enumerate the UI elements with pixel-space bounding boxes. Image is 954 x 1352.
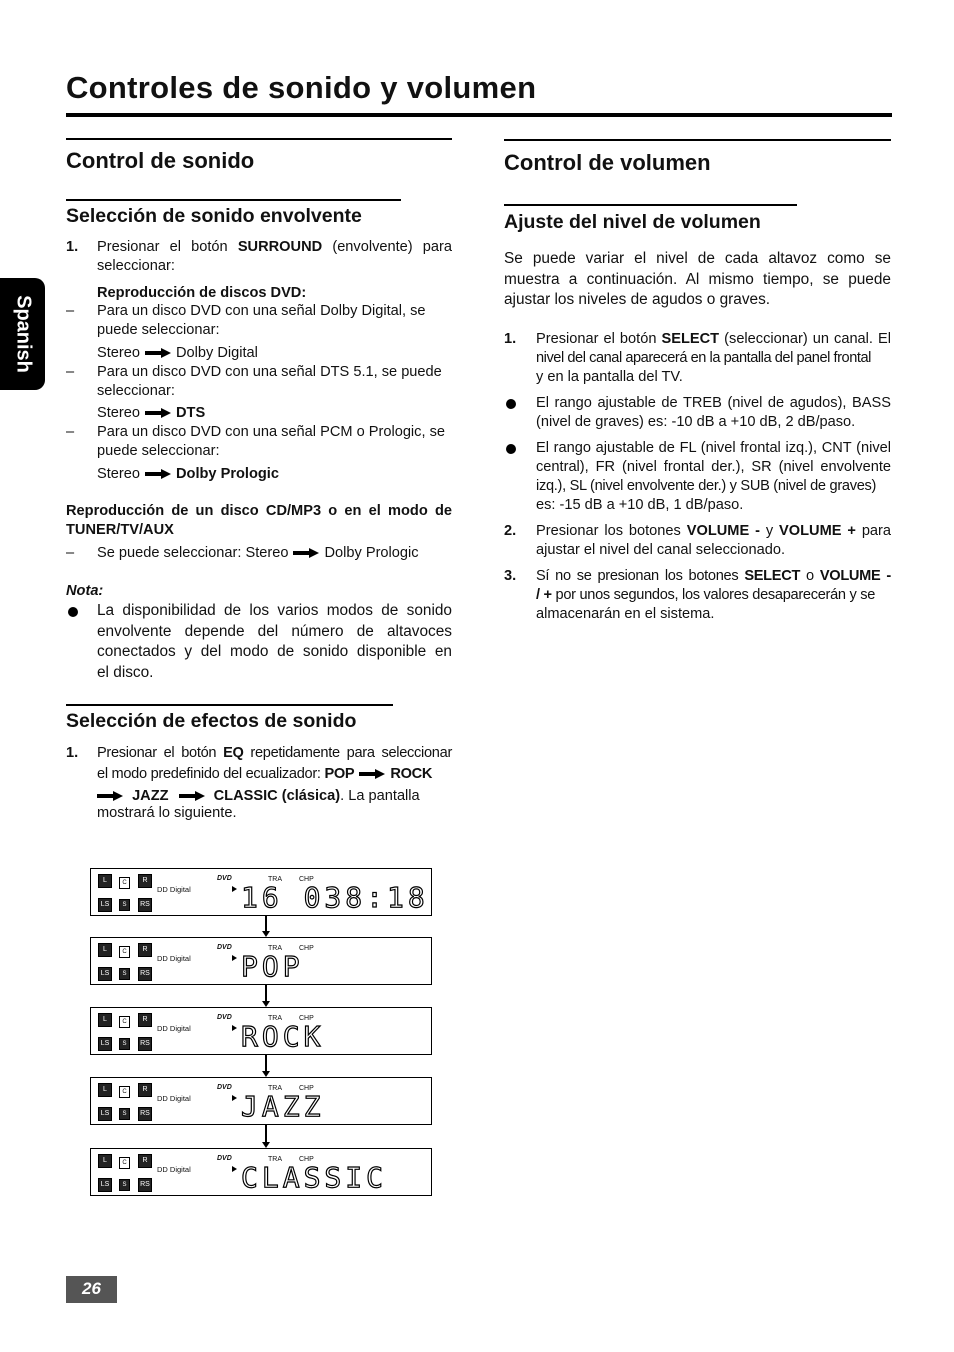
speaker-c-indicator: C — [119, 1086, 130, 1098]
section-rule — [504, 139, 891, 141]
step-text: ajustar el nivel del canal seleccionado. — [536, 542, 786, 558]
text: repetidamente para seleccionar — [250, 745, 453, 761]
list-item-text: puede seleccionar: — [97, 322, 220, 338]
subsection-rule — [66, 704, 393, 706]
dvd-indicator: DVD — [217, 875, 232, 882]
dvd-playback-heading: Reproducción de discos DVD: — [97, 285, 307, 301]
note-text: el disco. — [97, 663, 154, 681]
bullet-icon — [68, 607, 78, 617]
speaker-l-indicator: L — [98, 1154, 112, 1168]
language-tab-label: Spanish — [12, 295, 34, 373]
speaker-s-indicator: S — [119, 1038, 130, 1050]
chapter-indicator: CHP — [299, 1085, 314, 1092]
speaker-l-indicator: L — [98, 874, 112, 888]
mode-sequence — [97, 404, 205, 423]
subsection-heading-volume-level: Ajuste del nivel de volumen — [504, 211, 761, 233]
text: para — [861, 523, 892, 539]
eq-mode-label: ROCK — [390, 766, 433, 782]
step-number: 3. — [504, 568, 517, 584]
text: (envolvente) para — [332, 239, 453, 255]
arrow-right-icon — [179, 791, 205, 801]
step-text: nivel del canal aparecerá en la pantalla del panel frontal — [536, 350, 871, 366]
speaker-ls-indicator: LS — [98, 1037, 112, 1051]
track-indicator: TRA — [268, 1156, 282, 1163]
speaker-l-indicator: L — [98, 1013, 112, 1027]
speaker-ls-indicator: LS — [98, 1178, 112, 1192]
speaker-c-indicator: C — [119, 1157, 130, 1169]
select-key-label: SELECT — [661, 331, 720, 347]
step-number: 1. — [66, 239, 79, 255]
speaker-s-indicator: S — [119, 968, 130, 980]
mode-label: Dolby Prologic — [324, 545, 419, 561]
volume-down-key-label: VOLUME - — [686, 523, 760, 539]
lcd-display-panel — [90, 868, 432, 916]
eq-mode-label: JAZZ — [132, 788, 169, 804]
eq-key-label: EQ — [223, 745, 244, 761]
arrow-right-icon — [145, 469, 171, 479]
eq-mode-label: CLASSIC (clásica) — [213, 788, 341, 804]
dash-marker: – — [66, 303, 75, 319]
speaker-rs-indicator: RS — [138, 1037, 152, 1051]
list-item-text: Para un disco DVD con una señal DTS 5.1, se puede — [97, 364, 442, 380]
list-item-text: Para un disco DVD con una señal PCM o Prologic, se — [97, 424, 445, 440]
step-text: seleccionar: — [97, 258, 175, 274]
speaker-l-indicator: L — [98, 1083, 112, 1097]
speaker-r-indicator: R — [138, 943, 152, 957]
step-text: mostrará lo siguiente. — [97, 805, 237, 821]
track-indicator: TRA — [268, 945, 282, 952]
lcd-display-panel — [90, 1007, 432, 1055]
speaker-l-indicator: L — [98, 943, 112, 957]
select-key-label: SELECT — [744, 568, 801, 584]
bullet-text: El rango ajustable de FL (nivel frontal izq.), CNT (nivel — [536, 440, 891, 456]
dash-marker: – — [66, 545, 75, 561]
arrow-right-icon — [359, 769, 385, 779]
dolby-digital-indicator: DD Digital — [157, 954, 191, 963]
text: o — [806, 568, 814, 584]
speaker-r-indicator: R — [138, 1154, 152, 1168]
play-icon — [232, 955, 237, 961]
text: Presionar el botón — [536, 331, 657, 347]
speaker-s-indicator: S — [119, 1179, 130, 1191]
speaker-ls-indicator: LS — [98, 967, 112, 981]
mode-label: Dolby Digital — [176, 345, 258, 361]
play-icon — [232, 1025, 237, 1031]
mode-label: Stereo — [97, 345, 140, 361]
section-rule — [66, 138, 452, 140]
text: el modo predefinido del ecualizador: — [97, 766, 321, 782]
list-item-text: Para un disco DVD con una señal Dolby Digital, se — [97, 303, 426, 319]
chapter-indicator: CHP — [299, 1015, 314, 1022]
volume-up-key-label: VOLUME + — [779, 523, 856, 539]
dolby-digital-indicator: DD Digital — [157, 885, 191, 894]
section-heading-sound: Control de sonido — [66, 148, 255, 173]
intro-text: Se puede variar el nivel de cada altavoz como se — [504, 250, 891, 267]
intro-text: muestra a continuación. Al mismo tiempo, se puede — [504, 270, 891, 288]
step-text — [536, 567, 891, 586]
mode-sequence — [97, 344, 258, 363]
lcd-display-panel — [90, 1077, 432, 1125]
text: por unos segundos, los valores desaparecerán y se — [555, 587, 876, 603]
dolby-digital-indicator: DD Digital — [157, 1024, 191, 1033]
connector-line — [265, 1055, 267, 1071]
track-indicator: TRA — [268, 1015, 282, 1022]
step-text — [536, 330, 891, 349]
connector-line — [265, 985, 267, 1001]
mode-label: Dolby Prologic — [176, 466, 279, 482]
surround-key-label: SURROUND — [237, 239, 323, 255]
bullet-text: izq.), SL (nivel envolvente der.) y SUB (nivel de graves) — [536, 478, 877, 494]
lcd-text: CLASSIC — [241, 1161, 388, 1194]
step-text — [536, 522, 891, 541]
cd-playback-heading: TUNER/TV/AUX — [66, 522, 174, 538]
arrow-right-icon — [293, 548, 319, 558]
text: . La pantalla — [340, 788, 420, 804]
step-text — [97, 765, 452, 784]
bullet-text: El rango ajustable de TREB (nivel de agudos), BASS — [536, 395, 891, 411]
text: Presionar el botón — [97, 239, 228, 255]
mode-label: Se puede seleccionar: Stereo — [97, 545, 289, 561]
page-number: 26 — [66, 1276, 117, 1303]
text: (seleccionar) un canal. El — [724, 331, 892, 347]
mode-label: DTS — [176, 405, 206, 421]
volume-key-label: / + — [536, 587, 552, 603]
chapter-indicator: CHP — [299, 945, 314, 952]
volume-key-label: VOLUME - — [819, 568, 891, 584]
lcd-display-panel — [90, 937, 432, 985]
lcd-text: POP — [241, 950, 304, 983]
note-text: conectados y del modo de sonido disponible en — [97, 643, 452, 660]
list-item-text: puede seleccionar: — [97, 443, 220, 459]
arrow-right-icon — [145, 348, 171, 358]
connector-line — [265, 916, 267, 931]
subsection-heading-effects: Selección de efectos de sonido — [66, 710, 357, 732]
step-number: 1. — [504, 331, 517, 347]
speaker-rs-indicator: RS — [138, 967, 152, 981]
speaker-rs-indicator: RS — [138, 1178, 152, 1192]
title-rule — [66, 113, 892, 117]
chapter-indicator: CHP — [299, 876, 314, 883]
eq-mode-label: POP — [324, 766, 355, 782]
bullet-text: (nivel de graves) es: -10 dB a +10 dB, 2 dB/paso. — [536, 414, 856, 430]
dolby-digital-indicator: DD Digital — [157, 1165, 191, 1174]
dvd-indicator: DVD — [217, 1084, 232, 1091]
intro-text: ajustar los niveles de agudos o graves. — [504, 291, 771, 308]
step-text — [97, 744, 452, 763]
dash-marker: – — [66, 364, 75, 380]
arrow-right-icon — [145, 408, 171, 418]
note-text: envolvente depende del número de altavoces — [97, 622, 452, 640]
cd-playback-heading: Reproducción de un disco CD/MP3 o en el modo de — [66, 503, 452, 519]
chapter-indicator: CHP — [299, 1156, 314, 1163]
lcd-text: ROCK — [241, 1020, 325, 1053]
step-number: 2. — [504, 523, 517, 539]
page-title: Controles de sonido y volumen — [66, 70, 537, 105]
step-number: 1. — [66, 745, 79, 761]
speaker-s-indicator: S — [119, 899, 130, 911]
mode-sequence — [97, 465, 279, 484]
speaker-ls-indicator: LS — [98, 898, 112, 912]
mode-sequence — [97, 544, 419, 563]
subsection-heading-surround: Selección de sonido envolvente — [66, 205, 362, 227]
speaker-r-indicator: R — [138, 1013, 152, 1027]
dash-marker: – — [66, 424, 75, 440]
speaker-c-indicator: C — [119, 1016, 130, 1028]
subsection-rule — [504, 204, 797, 206]
connector-line — [265, 1125, 267, 1142]
step-text: almacenarán en el sistema. — [536, 606, 715, 622]
dolby-digital-indicator: DD Digital — [157, 1094, 191, 1103]
step-text — [97, 238, 452, 257]
speaker-r-indicator: R — [138, 874, 152, 888]
dvd-indicator: DVD — [217, 944, 232, 951]
step-text: y en la pantalla del TV. — [536, 369, 683, 385]
bullet-text: central), FR (nivel frontal der.), SR (nivel envolvente — [536, 459, 891, 475]
note-text: La disponibilidad de los varios modos de sonido — [97, 602, 452, 619]
lcd-display-panel — [90, 1148, 432, 1196]
track-indicator: TRA — [268, 1085, 282, 1092]
language-tab — [0, 278, 45, 390]
text: Presionar los botones — [536, 523, 681, 539]
speaker-r-indicator: R — [138, 1083, 152, 1097]
note-label: Nota: — [66, 583, 104, 599]
lcd-text: 16 038:18 — [241, 881, 429, 914]
step-text — [536, 586, 891, 605]
bullet-text: es: -15 dB a +10 dB, 1 dB/paso. — [536, 497, 744, 513]
track-indicator: TRA — [268, 876, 282, 883]
list-item-text: seleccionar: — [97, 383, 175, 399]
section-heading-volume: Control de volumen — [504, 150, 711, 175]
dvd-indicator: DVD — [217, 1155, 232, 1162]
subsection-rule — [66, 199, 401, 201]
lcd-text: JAZZ — [241, 1090, 325, 1123]
speaker-rs-indicator: RS — [138, 898, 152, 912]
play-icon — [232, 1095, 237, 1101]
bullet-icon — [506, 399, 516, 409]
mode-label: Stereo — [97, 405, 140, 421]
speaker-c-indicator: C — [119, 877, 130, 889]
text: Presionar el botón — [97, 745, 217, 761]
text: y — [765, 523, 774, 539]
speaker-s-indicator: S — [119, 1108, 130, 1120]
play-icon — [232, 886, 237, 892]
dvd-indicator: DVD — [217, 1014, 232, 1021]
speaker-ls-indicator: LS — [98, 1107, 112, 1121]
arrow-right-icon — [97, 791, 123, 801]
play-icon — [232, 1166, 237, 1172]
mode-label: Stereo — [97, 466, 140, 482]
bullet-icon — [506, 444, 516, 454]
text: Sí no se presionan los botones — [536, 568, 739, 584]
speaker-rs-indicator: RS — [138, 1107, 152, 1121]
speaker-c-indicator: C — [119, 946, 130, 958]
